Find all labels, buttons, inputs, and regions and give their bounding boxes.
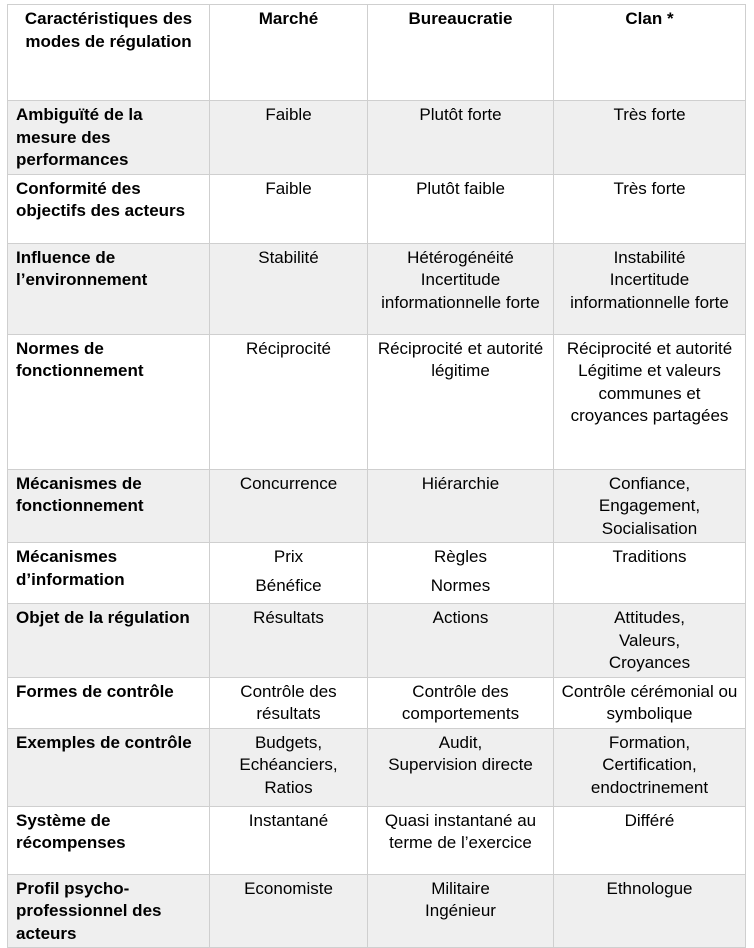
- row-label: Normes de fonctionnement: [8, 334, 210, 469]
- cell-line: Quasi instantané au terme de l’exercice: [384, 810, 537, 852]
- cell-line: Très forte: [613, 105, 686, 124]
- row-label: Influence de l’environnement: [8, 243, 210, 334]
- header-bureaucracy: Bureaucratie: [368, 5, 554, 101]
- cell-line: Hiérarchie: [421, 473, 500, 493]
- cell-line: Instantané: [248, 810, 329, 830]
- table-cell: [554, 604, 746, 678]
- cell-line: Militaire: [431, 878, 490, 898]
- header-characteristics: Caractéristiques des modes de régulation: [8, 5, 210, 101]
- cell-line: Normes: [430, 575, 491, 595]
- table-row: [8, 874, 746, 948]
- cell-line: Traditions: [612, 547, 687, 566]
- table-cell: [210, 728, 368, 806]
- cell-line: Echéanciers,: [239, 755, 338, 774]
- table-cell: [554, 806, 746, 874]
- cell-line: Très forte: [613, 178, 686, 198]
- cell-line: Budgets,: [254, 732, 323, 752]
- table-cell: [554, 174, 746, 243]
- table-cell: [210, 469, 368, 543]
- cell-line: Actions: [432, 608, 489, 627]
- table-cell: [368, 469, 554, 543]
- row-label: Exemples de contrôle: [8, 728, 210, 806]
- table-cell: [368, 728, 554, 806]
- cell-line: Résultats: [253, 608, 324, 627]
- cell-line: Economiste: [244, 878, 333, 898]
- row-label: Ambiguïté de la mesure des performances: [8, 101, 210, 175]
- table-cell: [368, 874, 554, 948]
- table-header-row: [8, 5, 746, 101]
- cell-line: Incertitude informationnelle forte: [570, 270, 729, 312]
- cell-line: Plutôt forte: [419, 105, 502, 124]
- cell-line: Plutôt faible: [416, 178, 505, 198]
- table-cell: [210, 334, 368, 469]
- row-label: Objet de la régulation: [8, 604, 210, 678]
- cell-line: Réciprocité et autorité légitime: [377, 338, 544, 380]
- row-label: Mécanismes de fonctionnement: [8, 469, 210, 543]
- table-cell: [554, 874, 746, 948]
- row-label: Mécanismes d’information: [8, 543, 210, 604]
- table-cell: [368, 543, 554, 604]
- table-cell: [210, 543, 368, 604]
- cell-line: endoctrinement: [590, 777, 709, 797]
- table-cell: [368, 806, 554, 874]
- table-cell: [210, 101, 368, 175]
- cell-line: Croyances: [608, 653, 691, 672]
- table-row: [8, 728, 746, 806]
- cell-line: Règles: [434, 547, 487, 566]
- cell-line: Faible: [265, 178, 312, 198]
- row-label: Profil psycho-professionnel des acteurs: [8, 874, 210, 948]
- table-cell: [554, 101, 746, 175]
- row-label: Conformité des objectifs des acteurs: [8, 174, 210, 243]
- cell-line: Stabilité: [258, 247, 319, 267]
- table-row: [8, 806, 746, 874]
- cell-line: Contrôle des résultats: [240, 681, 337, 723]
- table-cell: [554, 334, 746, 469]
- cell-line: Réciprocité: [245, 338, 332, 358]
- table-row: [8, 469, 746, 543]
- table-row: [8, 334, 746, 469]
- table-row: [8, 101, 746, 175]
- table-cell: [368, 243, 554, 334]
- table-cell: [210, 243, 368, 334]
- cell-line: Différé: [624, 810, 675, 830]
- cell-line: Instabilité: [613, 247, 686, 267]
- cell-line: Contrôle cérémonial ou symbolique: [561, 681, 738, 723]
- cell-line: Contrôle des comportements: [401, 681, 520, 723]
- table-row: [8, 677, 746, 728]
- table-cell: [368, 677, 554, 728]
- table-row: [8, 243, 746, 334]
- cell-line: Audit,: [438, 732, 483, 752]
- table-body: [8, 101, 746, 948]
- cell-line: Certification,: [602, 755, 697, 774]
- header-clan: Clan *: [554, 5, 746, 101]
- table-cell: [368, 174, 554, 243]
- cell-line: Supervision directe: [388, 755, 533, 774]
- table-cell: [210, 874, 368, 948]
- table-row: [8, 174, 746, 243]
- header-market: Marché: [210, 5, 368, 101]
- cell-line: Incertitude informationnelle forte: [381, 270, 540, 312]
- row-label: Formes de contrôle: [8, 677, 210, 728]
- cell-line: Confiance,: [608, 473, 691, 493]
- cell-line: Légitime et valeurs communes et croyances partagées: [570, 361, 729, 425]
- cell-line: Hétérogénéité: [407, 247, 514, 267]
- table-cell: [210, 604, 368, 678]
- table-cell: [210, 806, 368, 874]
- table-cell: [554, 728, 746, 806]
- row-label: Système de récompenses: [8, 806, 210, 874]
- cell-line: Engagement,: [598, 496, 701, 515]
- cell-line: Ratios: [264, 777, 313, 797]
- cell-line: Attitudes,: [614, 608, 685, 627]
- table-cell: [554, 677, 746, 728]
- cell-line: Socialisation: [601, 518, 698, 538]
- table-cell: [554, 243, 746, 334]
- cell-line: Ingénieur: [425, 901, 496, 920]
- table-cell: [368, 101, 554, 175]
- cell-line: Prix: [273, 547, 304, 566]
- table-cell: [554, 543, 746, 604]
- regulation-modes-table: [7, 4, 746, 948]
- table-cell: [210, 174, 368, 243]
- cell-line: Formation,: [608, 732, 691, 752]
- cell-line: Faible: [265, 105, 312, 124]
- cell-line: Réciprocité et autorité: [566, 338, 733, 358]
- cell-line: Ethnologue: [606, 878, 693, 898]
- table-cell: [368, 604, 554, 678]
- table-row: [8, 543, 746, 604]
- table-cell: [368, 334, 554, 469]
- cell-line: Bénéfice: [255, 575, 322, 595]
- table-cell: [554, 469, 746, 543]
- table-cell: [210, 677, 368, 728]
- cell-line: Valeurs,: [618, 630, 681, 650]
- table-row: [8, 604, 746, 678]
- cell-line: Concurrence: [239, 473, 338, 493]
